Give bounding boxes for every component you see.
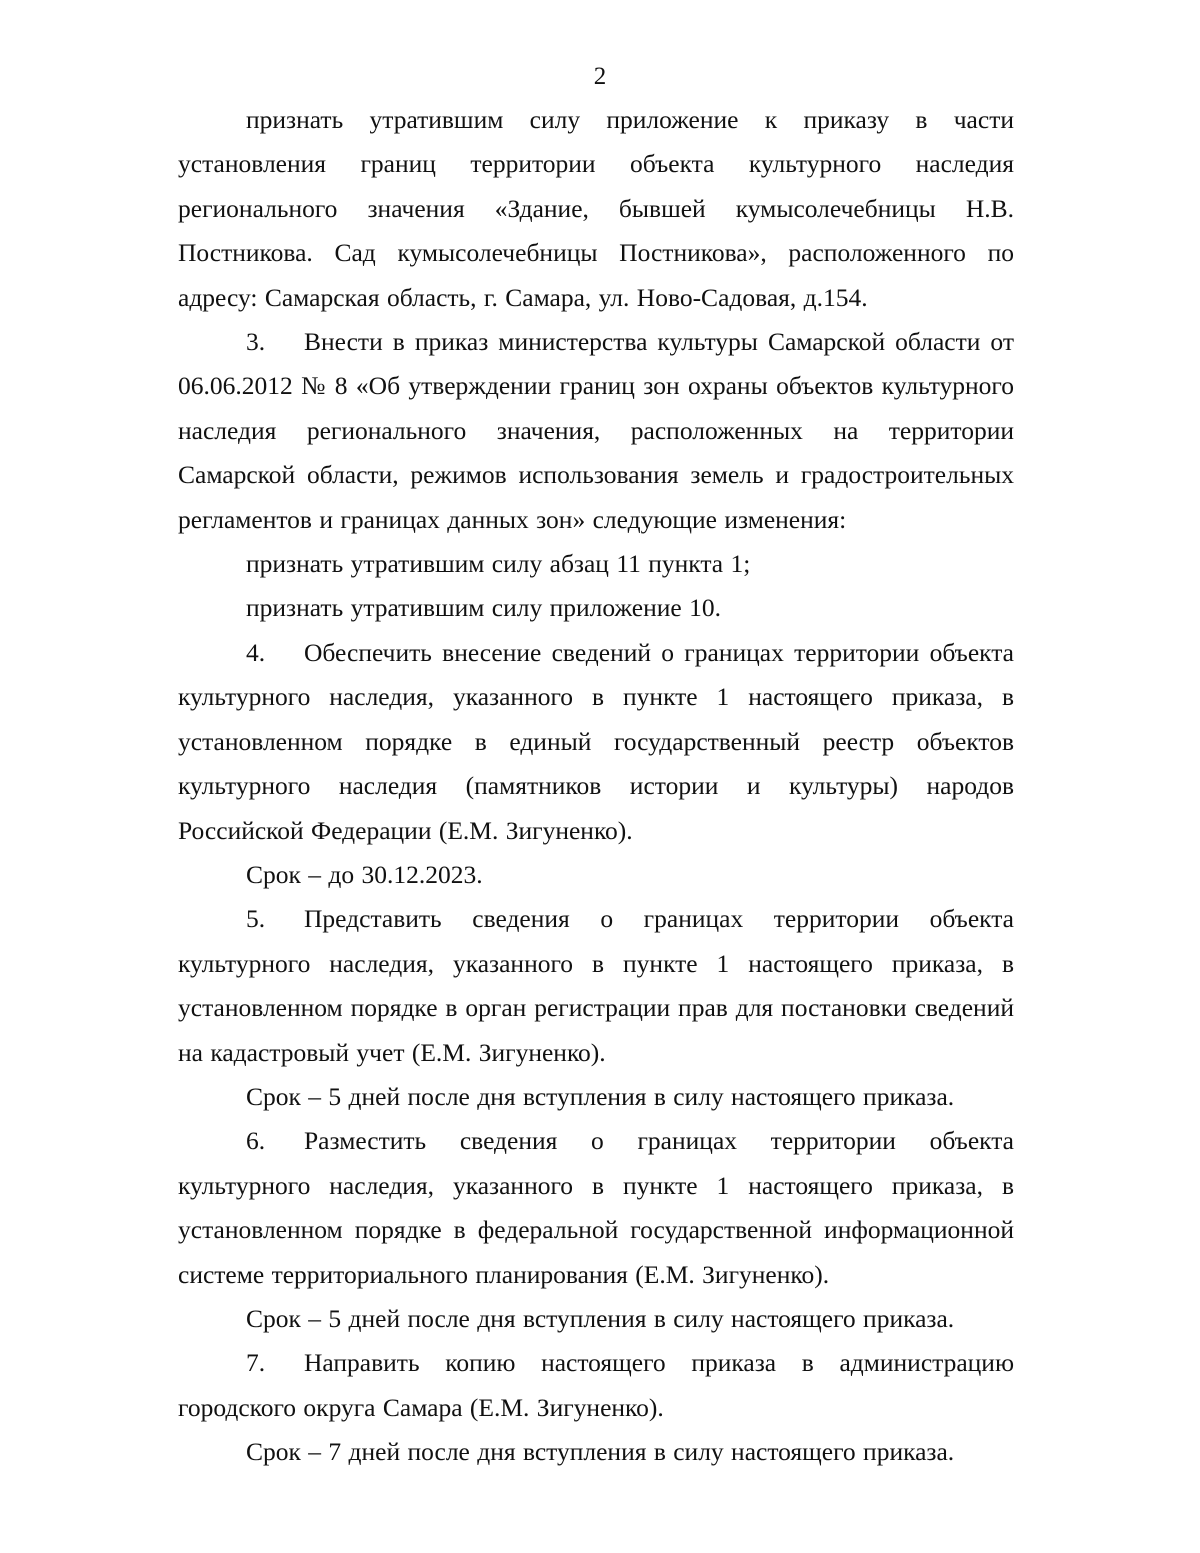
term-item-4: Срок – до 30.12.2023. [246,859,483,889]
paragraph-repeal-clause: признать утратившим силу абзац 11 пункта 1; [246,549,751,579]
page-number: 2 [593,63,607,90]
term-item-6: Срок – 5 дней после дня вступления в силу настоящего приказа. [246,1303,955,1333]
item-text: Представить сведения о границах территории объекта культурного наследия, указанного в пункте 1 настоящего приказа, в установленном порядке в орган регистрации прав для постановки сведений на кадастровый учет (Е.М. Зигуненко). [178,904,1014,1067]
item-number: 3. [246,327,266,357]
item-text: Направить копию настоящего приказа в администрацию городского округа Самара (Е.М. Зигуненко). [178,1348,1014,1422]
paragraph-repeal-appendix-10: признать утратившим силу приложение 10. [246,593,721,623]
item-number: 4. [246,637,266,667]
item-number: 7. [246,1348,266,1378]
paragraph-repeal-appendix: признать утратившим силу приложение к приказу в части установления границ территории объекта культурного наследия регионального значения «Здание, бывшей кумысолечебницы Н.В. Постникова. Сад кумысолечебницы Постникова», расположенного по адресу: Самарская область, г. Самара, ул. Ново-Садовая, д.154. [178,105,1014,312]
item-text: Разместить сведения о границах территории объекта культурного наследия, указанного в пункте 1 настоящего приказа, в установленном порядке в федеральной государственной информационной системе территориального планирования (Е.М. Зигуненко). [178,1126,1014,1289]
item-number: 6. [246,1126,266,1156]
item-text: Обеспечить внесение сведений о границах территории объекта культурного наследия, указанного в пункте 1 настоящего приказа, в установленном порядке в единый государственный реестр объектов культурного наследия (памятников истории и культуры) народов Российской Федерации (Е.М. Зигуненко). [178,637,1014,845]
paragraph-item-7 [178,1341,1014,1430]
term-item-5: Срок – 5 дней после дня вступления в силу настоящего приказа. [246,1081,955,1111]
document-body [178,98,1014,1475]
term-item-7: Срок – 7 дней после дня вступления в силу настоящего приказа. [246,1437,955,1467]
paragraph-item-5 [178,897,1014,1075]
paragraph-item-3 [178,320,1014,542]
paragraph-item-4 [178,631,1014,853]
paragraph-item-6 [178,1119,1014,1297]
item-text: Внести в приказ министерства культуры Самарской области от 06.06.2012 № 8 «Об утверждении границ зон охраны объектов культурного наследия регионального значения, расположенных на территории Самарской области, режимов использования земель и градостроительных регламентов и границах данных зон» следующие изменения: [178,327,1014,534]
item-number: 5. [246,904,266,934]
